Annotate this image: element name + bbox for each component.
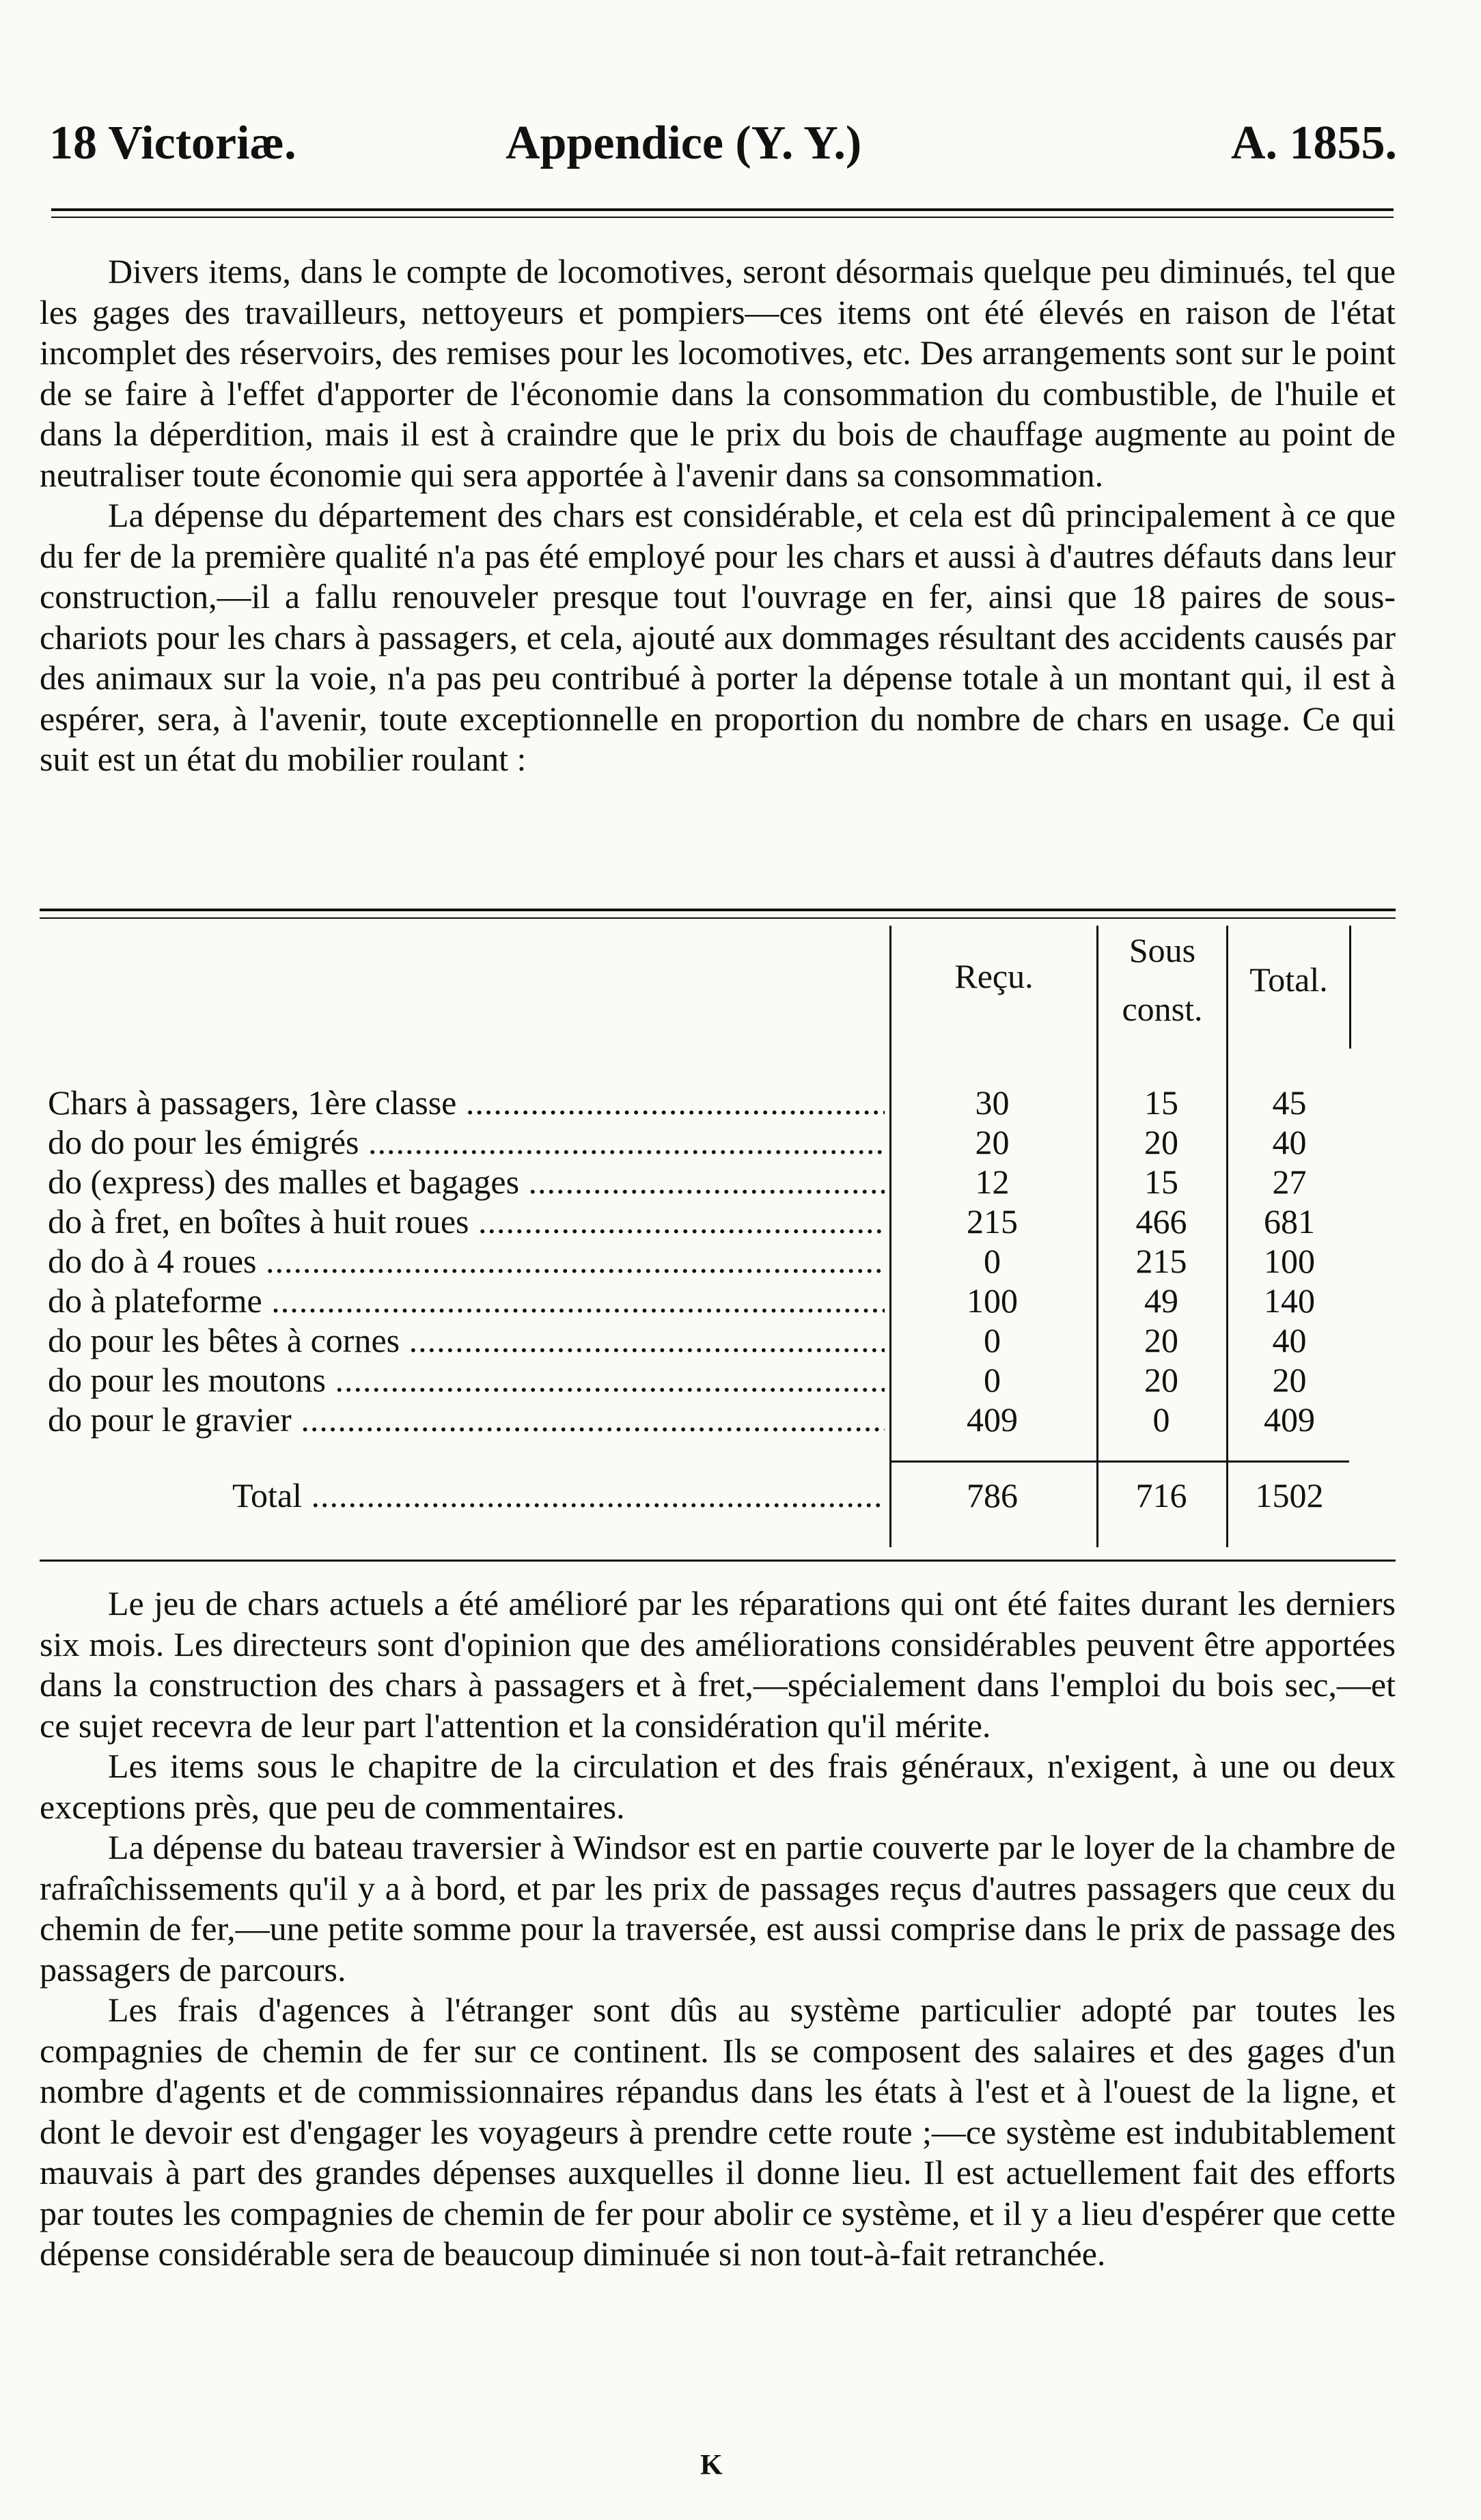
total-label: Total ..... — [232, 1476, 885, 1515]
cell-sous: 0 — [1152, 1400, 1170, 1439]
col-header-recu: Reçu. — [954, 957, 1034, 995]
header-appendix: Appendice (Y. Y.) — [506, 117, 862, 169]
table-row — [0, 1281, 1481, 1320]
table-row — [0, 1360, 1481, 1400]
cell-sous: 215 — [1135, 1242, 1187, 1280]
cell-total: 40 — [1272, 1321, 1307, 1359]
row-label: do pour les moutons ..... — [48, 1360, 885, 1400]
table-total-row — [0, 1476, 1481, 1515]
cell-total: 20 — [1272, 1361, 1307, 1399]
header-year: A. 1855. — [1230, 117, 1397, 169]
cell-recu: 0 — [984, 1242, 1001, 1280]
cell-total: 45 — [1272, 1083, 1307, 1122]
cell-sous: 20 — [1144, 1321, 1178, 1359]
cell-recu: 409 — [967, 1400, 1018, 1439]
table-row — [0, 1202, 1481, 1241]
row-label: do do à 4 roues ..... — [48, 1241, 885, 1281]
closing-text — [40, 1583, 1396, 2275]
col-header-const: const. — [1122, 990, 1203, 1028]
cell-sous: 466 — [1135, 1202, 1187, 1241]
paragraph-bateau: La dépense du bateau traversier à Windsor est en partie couverte par le loyer de la chambre de rafraîchissements qu'il y a à bord, et par les prix de passages reçus d'autres passagers que ceux du chemin de fer,—une petite somme pour la traversée, est aussi comprise dans le prix de passage des passagers de parcours. — [40, 1828, 1396, 1989]
row-label: do do pour les émigrés ..... — [48, 1122, 885, 1162]
paragraph-chars: La dépense du département des chars est considérable, et cela est dû principalement à ce que du fer de la première qualité n'a pas été employé pour les chars et aussi à d'autres défauts dans leur construction,—il a fallu renouveler presque tout l'ouvrage en fer, ainsi que 18 paires de sous-chariots pour les chars à passagers, et cela, ajouté aux dommages résultant des accidents causés par des animaux sur la voie, n'a pas peu contribué à porter la dépense totale à un montant qui, il est à espérer, sera, à l'avenir, toute exceptionnelle en proportion du nombre de chars en usage. Ce qui suit est un état du mobilier roulant : — [40, 496, 1396, 778]
col-header-total: Total. — [1249, 960, 1328, 999]
cell-total: 27 — [1272, 1163, 1307, 1201]
table-row — [0, 1400, 1481, 1439]
col-header-sous: Sous — [1129, 931, 1196, 969]
signature-mark: K — [700, 2450, 723, 2481]
table-row — [0, 1162, 1481, 1202]
table-bottom-rule — [40, 1560, 1396, 1562]
table-top-rule — [40, 909, 1396, 911]
cell-total: 140 — [1264, 1282, 1315, 1320]
cell-total-sous: 716 — [1135, 1476, 1187, 1514]
cell-recu: 0 — [984, 1321, 1001, 1359]
header-rule — [51, 208, 1394, 211]
table-row — [0, 1320, 1481, 1360]
page-header — [41, 116, 1397, 184]
paragraph-jeu-chars: Le jeu de chars actuels a été amélioré par les réparations qui ont été faites durant les derniers six mois. Les directeurs sont d'opinion que des améliorations considérables peuvent être apportées dans la construction des chars à passagers et à fret,—spécialement dans l'emploi du bois sec,—et ce sujet recevra de leur part l'attention et la considération qu'il mérite. — [40, 1584, 1396, 1745]
table-total-rule — [891, 1460, 1349, 1463]
cell-total: 409 — [1264, 1400, 1315, 1439]
cell-recu: 215 — [967, 1202, 1018, 1241]
cell-total: 100 — [1264, 1242, 1315, 1280]
cell-sous: 15 — [1144, 1163, 1178, 1201]
row-label: Chars à passagers, 1ère classe ..... — [48, 1083, 885, 1122]
row-label: do pour le gravier ..... — [48, 1400, 885, 1439]
cell-recu: 30 — [975, 1083, 1010, 1122]
table-row — [0, 1122, 1481, 1162]
paragraph-agences: Les frais d'agences à l'étranger sont dûs au système particulier adopté par toutes les compagnies de chemin de fer sur ce continent. Ils se composent des salaires et des gages d'un nombre d'agents et de commissionnaires répandus dans les états à l'est et à l'ouest de la ligne, et dont le devoir est d'engager les voyageurs à prendre cette route ;—ce système est indubitablement mauvais à part des grandes dépenses auxquelles il donne lieu. Il est actuellement fait des efforts par toutes les compagnies de chemin de fer pour abolir ce système, et il y a lieu d'espérer que cette dépense considérable sera de beaucoup diminuée si non tout-à-fait retranchée. — [40, 1991, 1396, 2273]
cell-total: 681 — [1264, 1202, 1315, 1241]
row-label: do à plateforme ..... — [48, 1281, 885, 1320]
header-rule-thin — [51, 217, 1394, 218]
row-label: do pour les bêtes à cornes ..... — [48, 1320, 885, 1360]
cell-recu: 0 — [984, 1361, 1001, 1399]
cell-recu: 20 — [975, 1123, 1010, 1161]
cell-sous: 20 — [1144, 1361, 1178, 1399]
paragraph-circulation: Les items sous le chapitre de la circulation et des frais généraux, n'exigent, à une ou deux exceptions près, que peu de commentaires. — [40, 1747, 1396, 1826]
header-session: 18 Victoriæ. — [49, 117, 296, 169]
table-top-rule-thin — [40, 917, 1396, 919]
row-label: do (express) des malles et bagages ..... — [48, 1162, 885, 1202]
intro-text — [40, 251, 1396, 780]
cell-recu: 12 — [975, 1163, 1010, 1201]
cell-total-recu: 786 — [967, 1476, 1018, 1514]
cell-sous: 20 — [1144, 1123, 1178, 1161]
row-label: do à fret, en boîtes à huit roues ..... — [48, 1202, 885, 1241]
table-row — [0, 1083, 1481, 1122]
cell-total: 40 — [1272, 1123, 1307, 1161]
cell-recu: 100 — [967, 1282, 1018, 1320]
cell-sous: 49 — [1144, 1282, 1178, 1320]
table-col-divider — [1349, 926, 1351, 1049]
table-row — [0, 1241, 1481, 1281]
cell-sous: 15 — [1144, 1083, 1178, 1122]
paragraph-locomotives: Divers items, dans le compte de locomotives, seront désormais quelque peu diminués, tel que les gages des travailleurs, nettoyeurs et pompiers—ces items ont été élevés en raison de l'état incomplet des réservoirs, des remises pour les locomotives, etc. Des arrangements sont sur le point de se faire à l'effet d'apporter de l'économie dans la consommation du combustible, de l'huile et dans la déperdition, mais il est à craindre que le prix du bois de chauffage augmente au point de neutraliser toute économie qui sera apportée à l'avenir dans sa consommation. — [40, 252, 1396, 494]
cell-total-total: 1502 — [1255, 1476, 1324, 1514]
